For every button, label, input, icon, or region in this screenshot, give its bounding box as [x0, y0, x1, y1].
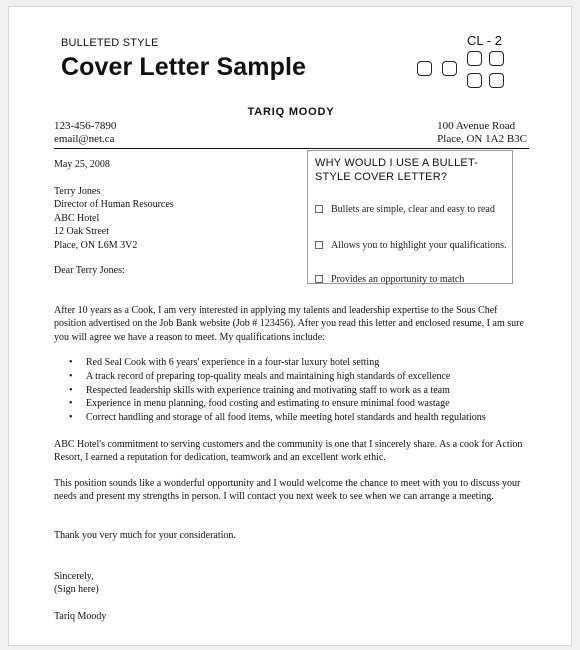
intro-paragraph: After 10 years as a Cook, I am very interested in applying my talents and leadership expertise to the Sous Chef position advertised on the Job Bank website (Job # 123456). After you read this letter and enclosed resume, I am sure you will agree we have a reason to meet. My qualifications include: — [54, 305, 524, 343]
sidebar-title: WHY WOULD I USE A BULLET-STYLE COVER LETTER? — [315, 157, 479, 183]
checkbox-icon — [315, 241, 323, 249]
recipient-line: Terry Jones — [54, 186, 101, 197]
rounded-square-icon — [489, 51, 504, 66]
contact-left — [54, 120, 116, 146]
rounded-square-icon — [442, 61, 457, 76]
list-item: • A track record of preparing top-quality meals and maintaining high standards of excellence — [69, 370, 529, 384]
list-item: • Red Seal Cook with 6 years' experience in a four-star luxury hotel setting — [69, 356, 529, 370]
rounded-square-icon — [417, 61, 432, 76]
tip-sidebar — [307, 150, 513, 284]
document-page — [8, 6, 572, 646]
letter-date: May 25, 2008 — [54, 159, 110, 170]
contact-right — [437, 120, 527, 146]
list-item: • Experience in menu planning, food costing and estimating to ensure minimal food wastage — [69, 397, 529, 411]
recipient-line: Place, ON L6M 3V2 — [54, 239, 138, 251]
meeting-paragraph: This position sounds like a wonderful opportunity and I would welcome the chance to meet with you to discuss your needs and present my strengths in person. I will contact you next week to see when we can arrange a meeting. — [54, 478, 521, 503]
style-label: BULLETED STYLE — [61, 37, 159, 49]
salutation: Dear Terry Jones: — [54, 265, 125, 276]
phone: 123-456-7890 — [54, 120, 117, 132]
recipient-line: 12 Oak Street — [54, 226, 109, 238]
rounded-square-icon — [467, 51, 482, 66]
document-title: Cover Letter Sample — [61, 53, 307, 81]
signature-name: Tariq Moody — [54, 611, 107, 622]
sidebar-item: Allows you to highlight your qualifications. — [315, 239, 511, 252]
list-item: • Correct handling and storage of all food items, while meeting hotel standards and health regulations — [69, 411, 529, 425]
header-divider — [54, 148, 529, 149]
document-code: CL - 2 — [467, 33, 502, 48]
recipient-line: ABC Hotel — [54, 212, 100, 224]
recipient-block — [54, 185, 174, 252]
sign-placeholder: (Sign here) — [54, 584, 99, 596]
checkbox-icon — [315, 205, 323, 213]
recipient-line: Director of Human Resources — [54, 199, 174, 211]
address-line-1: 100 Avenue Road — [437, 120, 516, 132]
email: email@net.ca — [54, 133, 115, 145]
sidebar-item: Bullets are simple, clear and easy to read — [315, 203, 511, 216]
closing-block — [54, 570, 99, 597]
list-item: • Respected leadership skills with experience training and motivating staff to work as a team — [69, 384, 529, 398]
thanks-paragraph: Thank you very much for your consideration. — [54, 530, 236, 541]
sidebar-item: Provides an opportunity to match — [315, 273, 511, 286]
address-line-2: Place, ON 1A2 B3C — [437, 133, 527, 145]
qualifications-list — [69, 356, 529, 425]
commitment-paragraph: ABC Hotel's commitment to serving customers and the community is one that I sincerely share. As a cook for Action Resort, I earned a reputation for dedication, teamwork and an excellent work ethic. — [54, 439, 523, 464]
closing: Sincerely, — [54, 571, 94, 582]
checkbox-icon — [315, 275, 323, 283]
rounded-square-icon — [489, 73, 504, 88]
applicant-name: TARIQ MOODY — [247, 106, 335, 118]
rounded-square-icon — [467, 73, 482, 88]
